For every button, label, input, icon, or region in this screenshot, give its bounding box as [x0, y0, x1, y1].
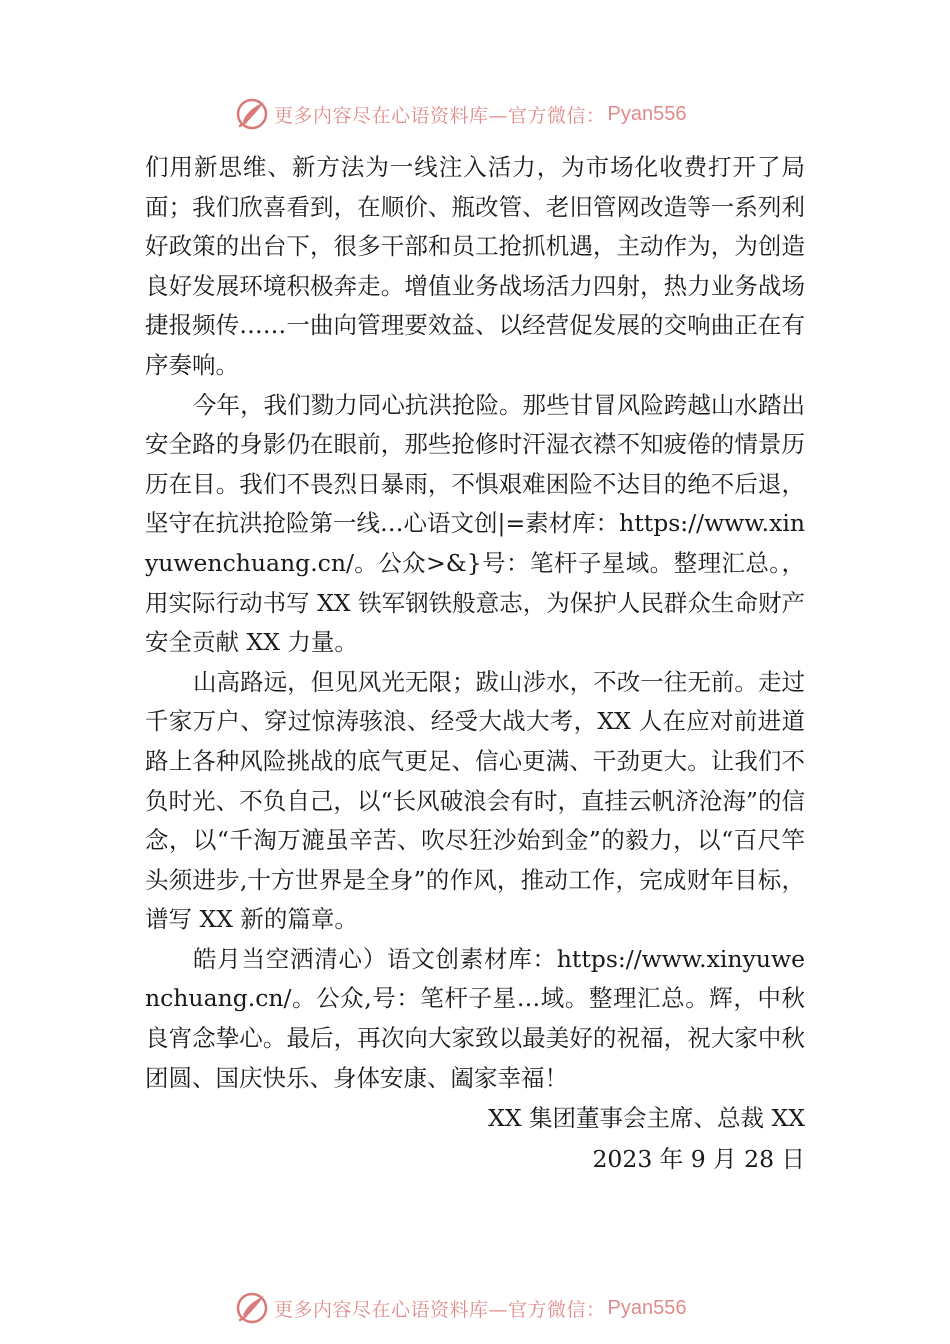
signature-date: 2023 年 9 月 28 日: [592, 1145, 805, 1174]
brush-logo-icon: [234, 96, 270, 132]
brush-logo-icon: [234, 1290, 270, 1326]
paragraph-closing-wishes: 皓月当空洒清心）语文创素材库：https://www.xinyuwenchuang.cn/。公众,号：笔杆子星…域。整理汇总。辉，中秋良宵念挚心。最后，再次向大家致以最美好的祝福，祝大家中秋团圆、国庆快乐、身体安康、阖家幸福！: [145, 944, 805, 1092]
paragraph-flood-relief: 今年，我们勠力同心抗洪抢险。那些甘冒风险跨越山水踏出安全路的身影仍在眼前，那些抢修时汗湿衣襟不知疲倦的情景历历在目。我们不畏烈日暴雨，不惧艰难困险不达目的绝不后退，坚守在抗洪抢险第一线…心语文创|=素材库：https://www.xinyuwenchuang.cn/。公众>&}号：笔杆子星域。整理汇总。，用实际行动书写 XX 铁军钢铁般意志，为保护人民群众生命财产安全贡献 XX 力量。: [145, 390, 805, 657]
paragraph-continued: 们用新思维、新方法为一线注入活力，为市场化收费打开了局面；我们欣喜看到，在顺价、瓶改管、老旧管网改造等一系列利好政策的出台下，很多干部和员工抢抓机遇，主动作为，为创造良好发展环境积极奔走。增值业务战场活力四射，热力业务战场捷报频传……一曲向管理要效益、以经营促发展的交响曲正在有序奏响。: [145, 153, 805, 379]
watermark-handle: Pyan556: [607, 102, 687, 125]
signature-title: XX 集团董事会主席、总裁 XX: [488, 1104, 805, 1133]
watermark-text: 更多内容尽在心语资料库—官方微信：: [274, 104, 606, 127]
watermark-text: 更多内容尽在心语资料库—官方微信：: [274, 1298, 606, 1321]
header-watermark: [234, 96, 686, 132]
paragraph-outlook: 山高路远，但见风光无限；跋山涉水，不改一往无前。走过千家万户、穿过惊涛骇浪、经受大战大考，XX 人在应对前进道路上各种风险挑战的底气更足、信心更满、干劲更大。让我们不负时光、不负自己，以“长风破浪会有时，直挂云帆济沧海”的信念，以“千淘万漉虽辛苦、吹尽狂沙始到金”的毅力，以“百尺竿头须进步,十方世界是全身”的作风，推动工作，完成财年目标，谱写 XX 新的篇章。: [145, 667, 805, 934]
footer-watermark: [234, 1290, 686, 1326]
letter-body: [145, 148, 805, 1180]
watermark-handle: Pyan556: [607, 1296, 687, 1319]
